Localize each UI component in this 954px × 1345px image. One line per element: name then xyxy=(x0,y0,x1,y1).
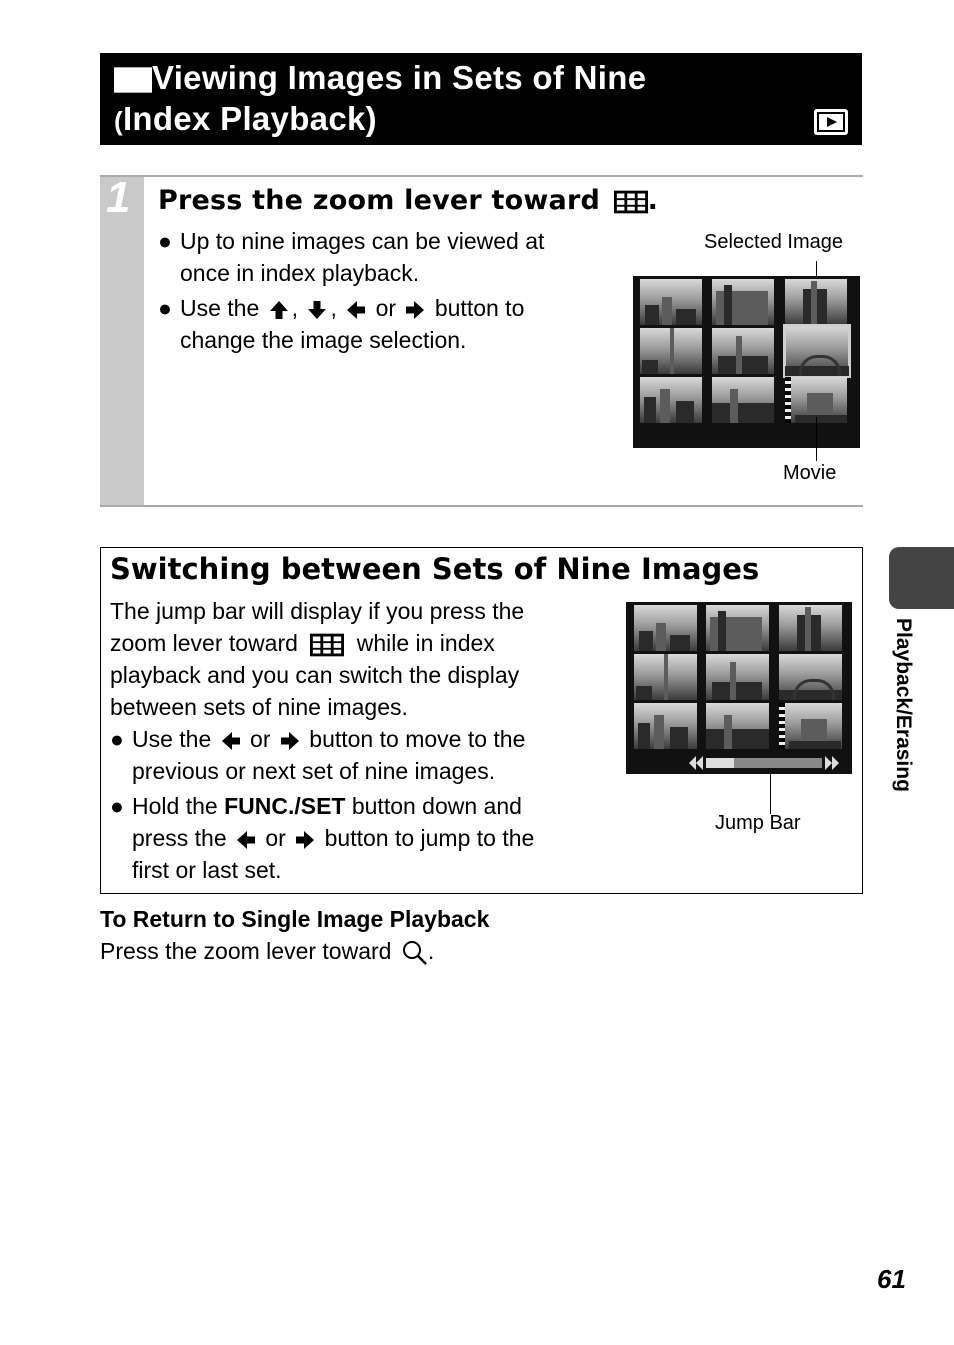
bullet-text-part: button to xyxy=(434,295,525,321)
thumbnail xyxy=(712,377,774,423)
magnify-icon xyxy=(402,940,428,966)
bullet-text: once in index playback. xyxy=(180,260,420,286)
index-playback-icon xyxy=(114,67,152,93)
paragraph-line: The jump bar will display if you press the xyxy=(110,598,525,624)
page-title-line1 xyxy=(114,59,646,97)
thumbnail xyxy=(779,654,842,700)
return-text-period: . xyxy=(427,938,435,964)
bullet-text xyxy=(132,790,522,822)
right-arrow-icon xyxy=(405,300,425,320)
playback-mode-icon xyxy=(813,108,849,136)
page-title-subtext: Index Playback) xyxy=(122,100,377,137)
film-strip-icon xyxy=(779,703,785,749)
switching-section xyxy=(100,547,863,894)
return-text-part: Press the zoom lever toward xyxy=(100,938,392,964)
thumbnail xyxy=(640,377,702,423)
film-strip-icon xyxy=(785,377,791,423)
page-number: 61 xyxy=(877,1264,906,1294)
step-heading-period: . xyxy=(647,185,659,216)
callout-line xyxy=(770,770,771,814)
left-arrow-icon xyxy=(221,731,241,751)
or-text: or xyxy=(250,726,271,752)
index-playback-icon xyxy=(614,190,648,214)
bullet-dot: ● xyxy=(110,726,124,752)
selected-thumbnail xyxy=(785,326,849,376)
return-heading: To Return to Single Image Playback xyxy=(100,906,490,932)
bullet-text: previous or next set of nine images. xyxy=(132,758,496,784)
separator: , xyxy=(291,295,299,321)
bullet-text-part: button down and xyxy=(351,793,522,819)
callout-jump-bar: Jump Bar xyxy=(715,812,801,834)
down-arrow-icon xyxy=(307,300,327,320)
side-tab xyxy=(889,547,954,609)
side-tab-label-text: Playback/Erasing xyxy=(892,618,915,792)
return-text xyxy=(100,938,434,966)
bullet-dot: ● xyxy=(158,295,172,321)
bullet-text-part: Use the xyxy=(132,726,212,752)
index-playback-icon xyxy=(310,633,344,657)
step-heading xyxy=(158,185,658,216)
paragraph-text-part: while in index xyxy=(356,630,495,656)
section-title: Switching between Sets of Nine Images xyxy=(110,552,760,586)
thumbnail xyxy=(634,703,697,749)
or-text: or xyxy=(375,295,397,321)
jump-bar xyxy=(686,754,842,772)
func-set-button-label: FUNC./SET xyxy=(224,793,346,819)
movie-thumbnail xyxy=(779,703,842,749)
callout-line xyxy=(816,417,817,461)
bullet-dot: ● xyxy=(158,228,172,254)
right-arrow-icon xyxy=(280,731,300,751)
bullet-text xyxy=(180,292,524,324)
bullet-text: change the image selection. xyxy=(180,327,467,353)
left-arrow-icon xyxy=(346,300,366,320)
bullet-text-part: button to move to the xyxy=(309,726,526,752)
paragraph-text-part: zoom lever toward xyxy=(110,630,298,656)
thumbnail xyxy=(779,605,842,651)
paragraph-line: between sets of nine images. xyxy=(110,694,408,720)
jump-bar-screen xyxy=(626,602,852,774)
thumbnail xyxy=(634,605,697,651)
bullet-text xyxy=(132,822,534,854)
or-text: or xyxy=(265,825,286,851)
paragraph-line xyxy=(110,627,524,659)
thumbnail xyxy=(712,279,774,325)
step-number-column xyxy=(100,173,144,505)
thumbnail xyxy=(785,279,847,325)
bullet-text-part: Hold the xyxy=(132,793,218,819)
callout-movie: Movie xyxy=(783,462,837,484)
bullet-text-part: press the xyxy=(132,825,227,851)
title-paren: ( xyxy=(114,106,123,136)
left-arrow-icon xyxy=(236,830,256,850)
section-paragraph xyxy=(110,595,524,723)
right-arrow-icon xyxy=(295,830,315,850)
thumbnail xyxy=(640,279,702,325)
bullet-text-part: button to jump to the xyxy=(324,825,535,851)
side-tab-label xyxy=(889,618,919,838)
bullet-text-part: Use the xyxy=(180,295,260,321)
thumbnail xyxy=(706,605,769,651)
page-title-line2 xyxy=(114,100,377,138)
thumbnail xyxy=(712,328,774,374)
bullet-text: first or last set. xyxy=(132,857,282,883)
thumbnail xyxy=(706,654,769,700)
bullet-dot: ● xyxy=(110,793,124,819)
bullet-text xyxy=(132,723,525,755)
bullet-text: Up to nine images can be viewed at xyxy=(180,228,545,254)
step-box xyxy=(100,175,863,507)
title-banner xyxy=(100,53,862,145)
step-number: 1 xyxy=(106,173,131,222)
thumbnail xyxy=(706,703,769,749)
thumbnail xyxy=(640,328,702,374)
thumbnail xyxy=(634,654,697,700)
separator: , xyxy=(330,295,337,321)
callout-selected-image: Selected Image xyxy=(704,231,843,253)
up-arrow-icon xyxy=(269,300,289,320)
index-playback-screen xyxy=(633,276,860,448)
step-heading-text: Press the zoom lever toward xyxy=(158,185,601,216)
page-title-text: Viewing Images in Sets of Nine xyxy=(152,59,647,96)
paragraph-line: playback and you can switch the display xyxy=(110,662,520,688)
